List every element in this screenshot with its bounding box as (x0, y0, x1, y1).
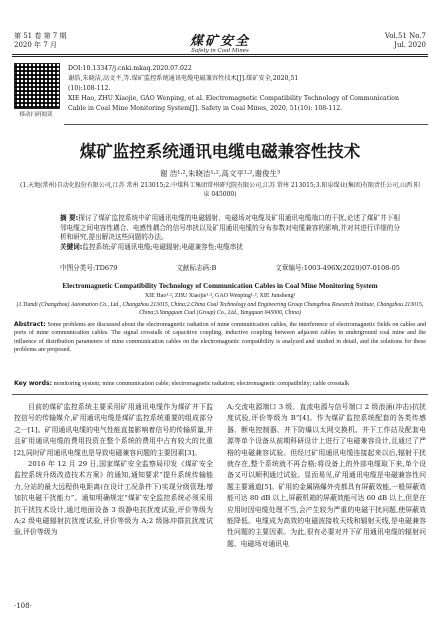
citation-en: XIE Hao, ZHU Xiaojie, GAO Wenping, et al. Electromagnetic Compatibility Technology of Communication (68, 95, 399, 102)
english-keywords (14, 380, 426, 388)
citation-cn-cont: (10):108-112. (68, 85, 111, 92)
paper-affiliation: (1.天地(常州)自动化股份有限公司,江苏 常州 213015;2.中煤科工集团常州研究院有限公司,江苏 常州 213015;3.阳泉煤业(集团)有限责任公司,山西 阳泉 045000) (20, 182, 420, 198)
english-keywords-text: monitoring system; mine communication cable; electromagnetic radiation; electromagnetic compatibility; cable crosstalk (53, 381, 350, 387)
citation-cn: 谢浩,朱晓洁,高文平,等.煤矿监控系统通讯电缆电磁兼容性技术[J].煤矿安全,2020,51 (68, 75, 299, 82)
body-column-left (14, 402, 213, 539)
info-rule (64, 124, 428, 125)
header-rule (12, 54, 428, 55)
english-title: Electromagnetic Compatibility Technology of Communication Cables in Coal Mine Monitoring System (62, 282, 378, 290)
header-volume-en (385, 32, 426, 50)
volume-cn: 第 51 卷 第 7 期 (14, 32, 67, 40)
english-abstract (14, 321, 426, 355)
volume-en: Vol.51 No.7 (384, 32, 426, 40)
english-abstract-text: Some problems are discussed about the electromagnetic radiation of mine communication cables, the interference of electromagnetic fields on cables and ports of mine communication cables. The signal crosstalk of capacitive coupling, inductive coupling between adjacent cables in underground coal mine and the influence of distribution parameters of mine communication cables on the electromagnetic compatibility is analyzed and studied in detail, and the solutions for these problems are proposed. (14, 322, 426, 354)
journal-title-cn: 煤矿安全 (189, 34, 250, 49)
english-abstract-label: Abstract: (14, 321, 46, 328)
citation-en-cont: Cable in Coal Mine Monitoring System[J]. Safety in Coal Mines, 2020, 51(10): 108-112. (68, 105, 343, 112)
abstract-cn (60, 214, 400, 252)
doi-text[interactable]: DOI:10.13347/j.cnki.mkaq.2020.07.022 (68, 65, 192, 72)
body-paragraph: 目前的煤矿监控系统主要采用矿用通讯电缆作为煤矿井下监控信号的传输媒介,矿用通讯电缆是煤矿监控系统重要的组成部分之一[1]。矿用通讯电缆的电气性能直接影响着信号的传输质量,并且矿用通讯电缆的费用投资在整个系统的费用中占有较大的比重[2],同时矿用通讯电缆也是导致电磁兼容问题的主要因素[3]。 (14, 403, 213, 457)
document-code: 文献标志码:B (176, 264, 217, 272)
body-column-right (227, 402, 426, 550)
paper-title: 煤矿监控系统通讯电缆电磁兼容性技术 (79, 142, 361, 161)
date-en: Jul. 2020 (394, 41, 426, 49)
citation-info (68, 64, 428, 114)
journal-title-en: Safety in Coal Mines (191, 48, 249, 54)
abstract-label: 摘 要: (60, 214, 79, 222)
clc-number: 中图分类号:TD679 (60, 264, 118, 272)
qr-caption: 移动扫码阅读 (19, 112, 53, 118)
body-paragraph: A;交流电源端口 3 级、直流电源与信号端口 2 级浪涌(冲击)抗扰度试验,评价等级为 B”[4]。作为煤矿监控系统配套的各类传感器、断电控制器、井下防爆以太网交换机、井下工作站及配套电源等单个设备从前期科研设计上进行了电磁兼容设计,且通过了严格的电磁兼容试验。但经过矿用通讯电缆连接起来以后,辐射干扰就存在,整个系统就不再合格;将设备上的外部电缆取下来,单个设备又可以顺利通过试验。显而易见,矿用通讯电缆是电磁兼容性问题主要通道[5]。矿用的金属隔爆外壳都具有屏蔽效能,一般屏蔽效能可达 80 dB 以上,屏蔽机箱的屏蔽效能可达 60 dB 以上,但是在应用时因电缆处理不当,会产生较为严重的电磁干扰问题,使屏蔽效能降低。电缆成为高效的电磁波接收天线和辐射天线,是电磁兼容性问题的主要因素。为此,很有必要对井下矿用通讯电缆的辐射问题、电磁场对通讯电 (227, 403, 426, 548)
english-affiliation: (1.Tiandi (Changzhou) Automation Co., Ltd., Changzhou 213015, China;2.China Coal Technology and Engineering Group Changzhou Research Institute, Changzhou 213015, China;3.Yangquan Coal (Group) Co., Ltd., Yangquan 045000, China) (16, 302, 424, 316)
paper-authors: 谢 浩¹·²,朱晓洁¹·²,高文平¹·²,谢俊生³ (159, 169, 281, 178)
header-rule-thin (12, 56, 428, 57)
classification-row (60, 262, 400, 272)
body-paragraph: 2016 年 12 月 29 日,国家煤矿安全监察局印发《煤矿安全监控系统升级改造技术方案》的通知,通知要求“提升系统传输能力,分站的最大远程供电距离(在设计工况条件下)实现分级管理;增加抗电磁干扰能力”。通知明确规定“煤矿安全监控系统必须采用抗干扰技术设计,通过地面设备 3 级静电抗扰度试验,评价等级为 A;2 级电磁辐射抗扰度试验,评价等级为 A;2 级脉冲群抗扰度试验,评价等级为 (14, 460, 213, 537)
journal-masthead (0, 30, 440, 54)
date-cn: 2020 年 7 月 (14, 41, 57, 49)
qr-code-icon[interactable] (14, 63, 60, 109)
page-number: ·108· (14, 602, 32, 610)
abstract-text: 探讨了煤矿监控系统中矿用通讯电缆的电磁辐射、电磁场对电缆及矿用通讯电缆端口的干扰,论述了煤矿井下相邻电缆之间电容性耦合、电感性耦合的信号串扰以及矿用通讯电缆的分布参数对电缆兼容的影响,并对其进行详细的分析和研究,提出解决这些问题的办法。 (60, 214, 400, 241)
keywords-label: 关键词: (60, 242, 83, 251)
section-rule (12, 394, 428, 395)
keywords-text: 监控系统;矿用通讯电缆;电磁辐射;电磁兼容性;电缆串扰 (82, 242, 243, 251)
english-keywords-label: Key words: (14, 380, 53, 387)
english-authors: XIE Hao¹·², ZHU Xiaojie¹·², GAO Wenping¹·², XIE Junsheng³ (144, 293, 296, 299)
article-number: 文章编号:1003-496X(2020)07-0108-05 (275, 264, 400, 272)
